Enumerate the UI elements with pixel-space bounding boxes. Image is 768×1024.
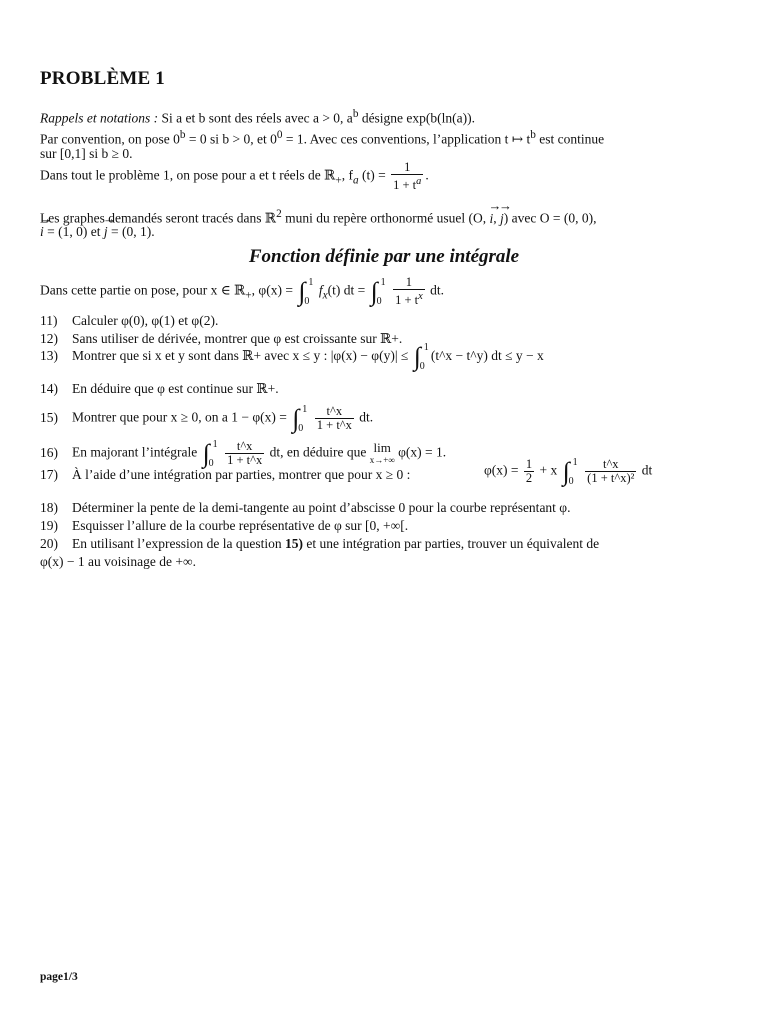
rappels-line	[40, 105, 475, 128]
rappels-sup: b	[352, 108, 359, 120]
phi-def-eq: , φ(x) =	[251, 282, 293, 298]
q16-fraction	[225, 440, 264, 467]
graph-part-5: = (0, 1).	[111, 224, 155, 239]
q15-fraction	[315, 405, 354, 432]
problem-title: PROBLÈME 1	[40, 68, 165, 89]
integral-sign: ∫ 1 0	[202, 438, 218, 469]
question-text: En majorant l’intégrale	[72, 444, 198, 460]
rappels-label: Rappels et notations :	[40, 110, 159, 126]
question-ref: 15)	[284, 536, 303, 551]
q15-denominator: 1 + t^x	[316, 418, 352, 432]
q17-plus: + x	[539, 462, 558, 478]
graph-part-1: Les graphes demandés seront tracés dans ℝ	[40, 210, 277, 226]
question-number: 19)	[40, 518, 58, 533]
question-text: Montrer que si x et y sont dans ℝ+ avec x ≤ y : |φ(x) − φ(y)| ≤	[72, 348, 409, 364]
question-tail: φ(x) = 1.	[398, 444, 447, 460]
question-17	[40, 466, 410, 484]
question-20-line-2: φ(x) − 1 au voisinage de +∞.	[40, 554, 196, 569]
phi-dt: (t) dt =	[327, 282, 366, 298]
fa-denominator: $1 + t^a$	[393, 176, 422, 193]
question-mid: dt, en déduire que	[269, 444, 367, 460]
phi-numerator: 1	[393, 276, 425, 290]
question-text: Déterminer la pente de la demi-tangente au point d’abscisse 0 pour la courbe représentant φ.	[72, 500, 571, 515]
phi-def-text: Dans cette partie on pose, pour x ∈ ℝ	[40, 282, 246, 298]
limit-subscript: x→+∞	[369, 454, 395, 465]
question-number: 17)	[40, 467, 58, 482]
question-text-2: et une intégration par parties, trouver un équivalent de	[306, 536, 600, 551]
integral-sign-2: ∫ 1 0	[370, 276, 386, 307]
rappels-end: désigne exp(b(ln(a)).	[361, 110, 476, 126]
phi-fraction	[393, 276, 425, 307]
fa-fraction	[391, 161, 423, 192]
question-tail: dt.	[359, 409, 374, 425]
vector-i-2: → i	[40, 223, 44, 241]
question-number: 12)	[40, 331, 58, 346]
question-number: 13)	[40, 348, 58, 364]
integral-sign: ∫ 1 0	[292, 403, 308, 434]
question-11	[40, 312, 218, 330]
integral-sign: ∫ 1 0	[562, 456, 578, 487]
question-18	[40, 499, 570, 517]
question-text: En déduire que φ est continue sur ℝ+.	[72, 381, 279, 396]
question-text: Montrer que pour x ≥ 0, on a 1 − φ(x) =	[72, 409, 287, 425]
question-text: À l’aide d’une intégration par parties, montrer que pour x ≥ 0 :	[72, 467, 411, 482]
convention-part-4: est continue	[539, 131, 605, 147]
fa-numerator: 1	[391, 161, 423, 175]
graph-part-4: = (1, 0) et	[47, 224, 101, 239]
vector-i: → i	[489, 210, 493, 228]
question-number: 15)	[40, 409, 58, 425]
q17-numerator: t^x	[585, 458, 636, 472]
q16-numerator: t^x	[225, 440, 264, 454]
q16-denominator: 1 + t^x	[227, 453, 263, 467]
question-number: 18)	[40, 500, 58, 515]
question-15	[40, 405, 373, 432]
question-text: Sans utiliser de dérivée, montrer que φ est croissante sur ℝ+.	[72, 331, 403, 346]
convention-line-2: sur [0,1] si b ≥ 0.	[40, 146, 133, 161]
convention-part-1: Par convention, on pose 0	[40, 131, 180, 147]
fa-definition: Dans tout le problème 1, on pose pour a et t réels de ℝ$_+$, $f_a$ (t) = $\frac{1}{1 + t^a}$ .	[40, 160, 429, 193]
page-number: page1/3	[40, 971, 78, 983]
graph-line-2	[40, 223, 155, 241]
q17-fraction	[585, 458, 636, 485]
question-19	[40, 517, 408, 535]
convention-sup-b: b	[179, 129, 186, 141]
phi-end: dt.	[430, 282, 444, 298]
question-text: En utilisant l’expression de la question	[72, 536, 282, 551]
fa-text: Dans tout le problème 1, on pose pour a et t réels de ℝ	[40, 167, 336, 183]
convention-part-3: = 1. Avec ces conventions, l’application t ↦ t	[285, 131, 531, 147]
fa-eq: (t) =	[362, 167, 386, 183]
integral-sign: ∫ 1 0	[413, 342, 429, 372]
rappels-text: Si a et b sont des réels avec a > 0, a	[161, 110, 353, 126]
q17-denominator: (1 + t^x)²	[587, 471, 635, 485]
convention-part-2: = 0 si b > 0, et 0	[188, 131, 277, 147]
question-14	[40, 380, 279, 398]
question-number: 20)	[40, 536, 58, 551]
question-tail: (t^x − t^y) dt ≤ y − x	[430, 348, 544, 364]
q17-phi: φ(x) =	[484, 462, 519, 478]
q17-half-num: 1	[525, 457, 533, 471]
integral-sign: ∫ 1 0	[298, 276, 314, 307]
question-17-formula	[484, 458, 652, 485]
limit-operator	[369, 439, 395, 466]
limit-label: lim	[373, 439, 391, 455]
convention-sup-b2: b	[530, 129, 536, 141]
q17-half	[524, 458, 534, 485]
question-text: Calculer φ(0), φ(1) et φ(2).	[72, 313, 219, 328]
question-20	[40, 535, 599, 553]
fa-den-text: 1 + t	[393, 178, 417, 193]
q15-numerator: t^x	[315, 405, 354, 419]
question-16	[40, 440, 446, 467]
convention-sup-0: 0	[276, 129, 283, 141]
question-12	[40, 330, 402, 348]
graph-part-2: muni du repère orthonormé usuel (O,	[285, 210, 487, 226]
question-text: Esquisser l’allure de la courbe représentative de φ sur [0, +∞[.	[72, 518, 409, 533]
vector-j-2: → j	[104, 223, 108, 241]
question-13	[40, 342, 544, 372]
phi-definition: Dans cette partie on pose, pour x ∈ ℝ$_+$, φ(x) = ∫ 1 0 $f_x(t)$ dt = ∫ 1 0 $\frac{1}{1 + t^x}$ dt.	[40, 275, 444, 308]
graph-part-3: ) avec O = (0, 0),	[503, 210, 597, 226]
question-tail: dt	[641, 462, 653, 478]
phi-integrand: f	[318, 282, 323, 298]
vector-j: → j	[500, 210, 504, 228]
question-number: 16)	[40, 444, 58, 460]
question-number: 11)	[40, 313, 58, 328]
q17-half-den: 2	[525, 471, 533, 485]
fa-mid: , f	[341, 167, 354, 183]
graph-line: Les graphes demandés seront tracés dans ℝ$^2$ muni du repère orthonormé usuel (O, → i, → j) avec O = (0, 0),	[40, 205, 596, 228]
phi-denominator: $1 + t^x$	[395, 291, 423, 308]
section-title: Fonction définie par une intégrale	[248, 246, 520, 267]
question-number: 14)	[40, 381, 58, 396]
